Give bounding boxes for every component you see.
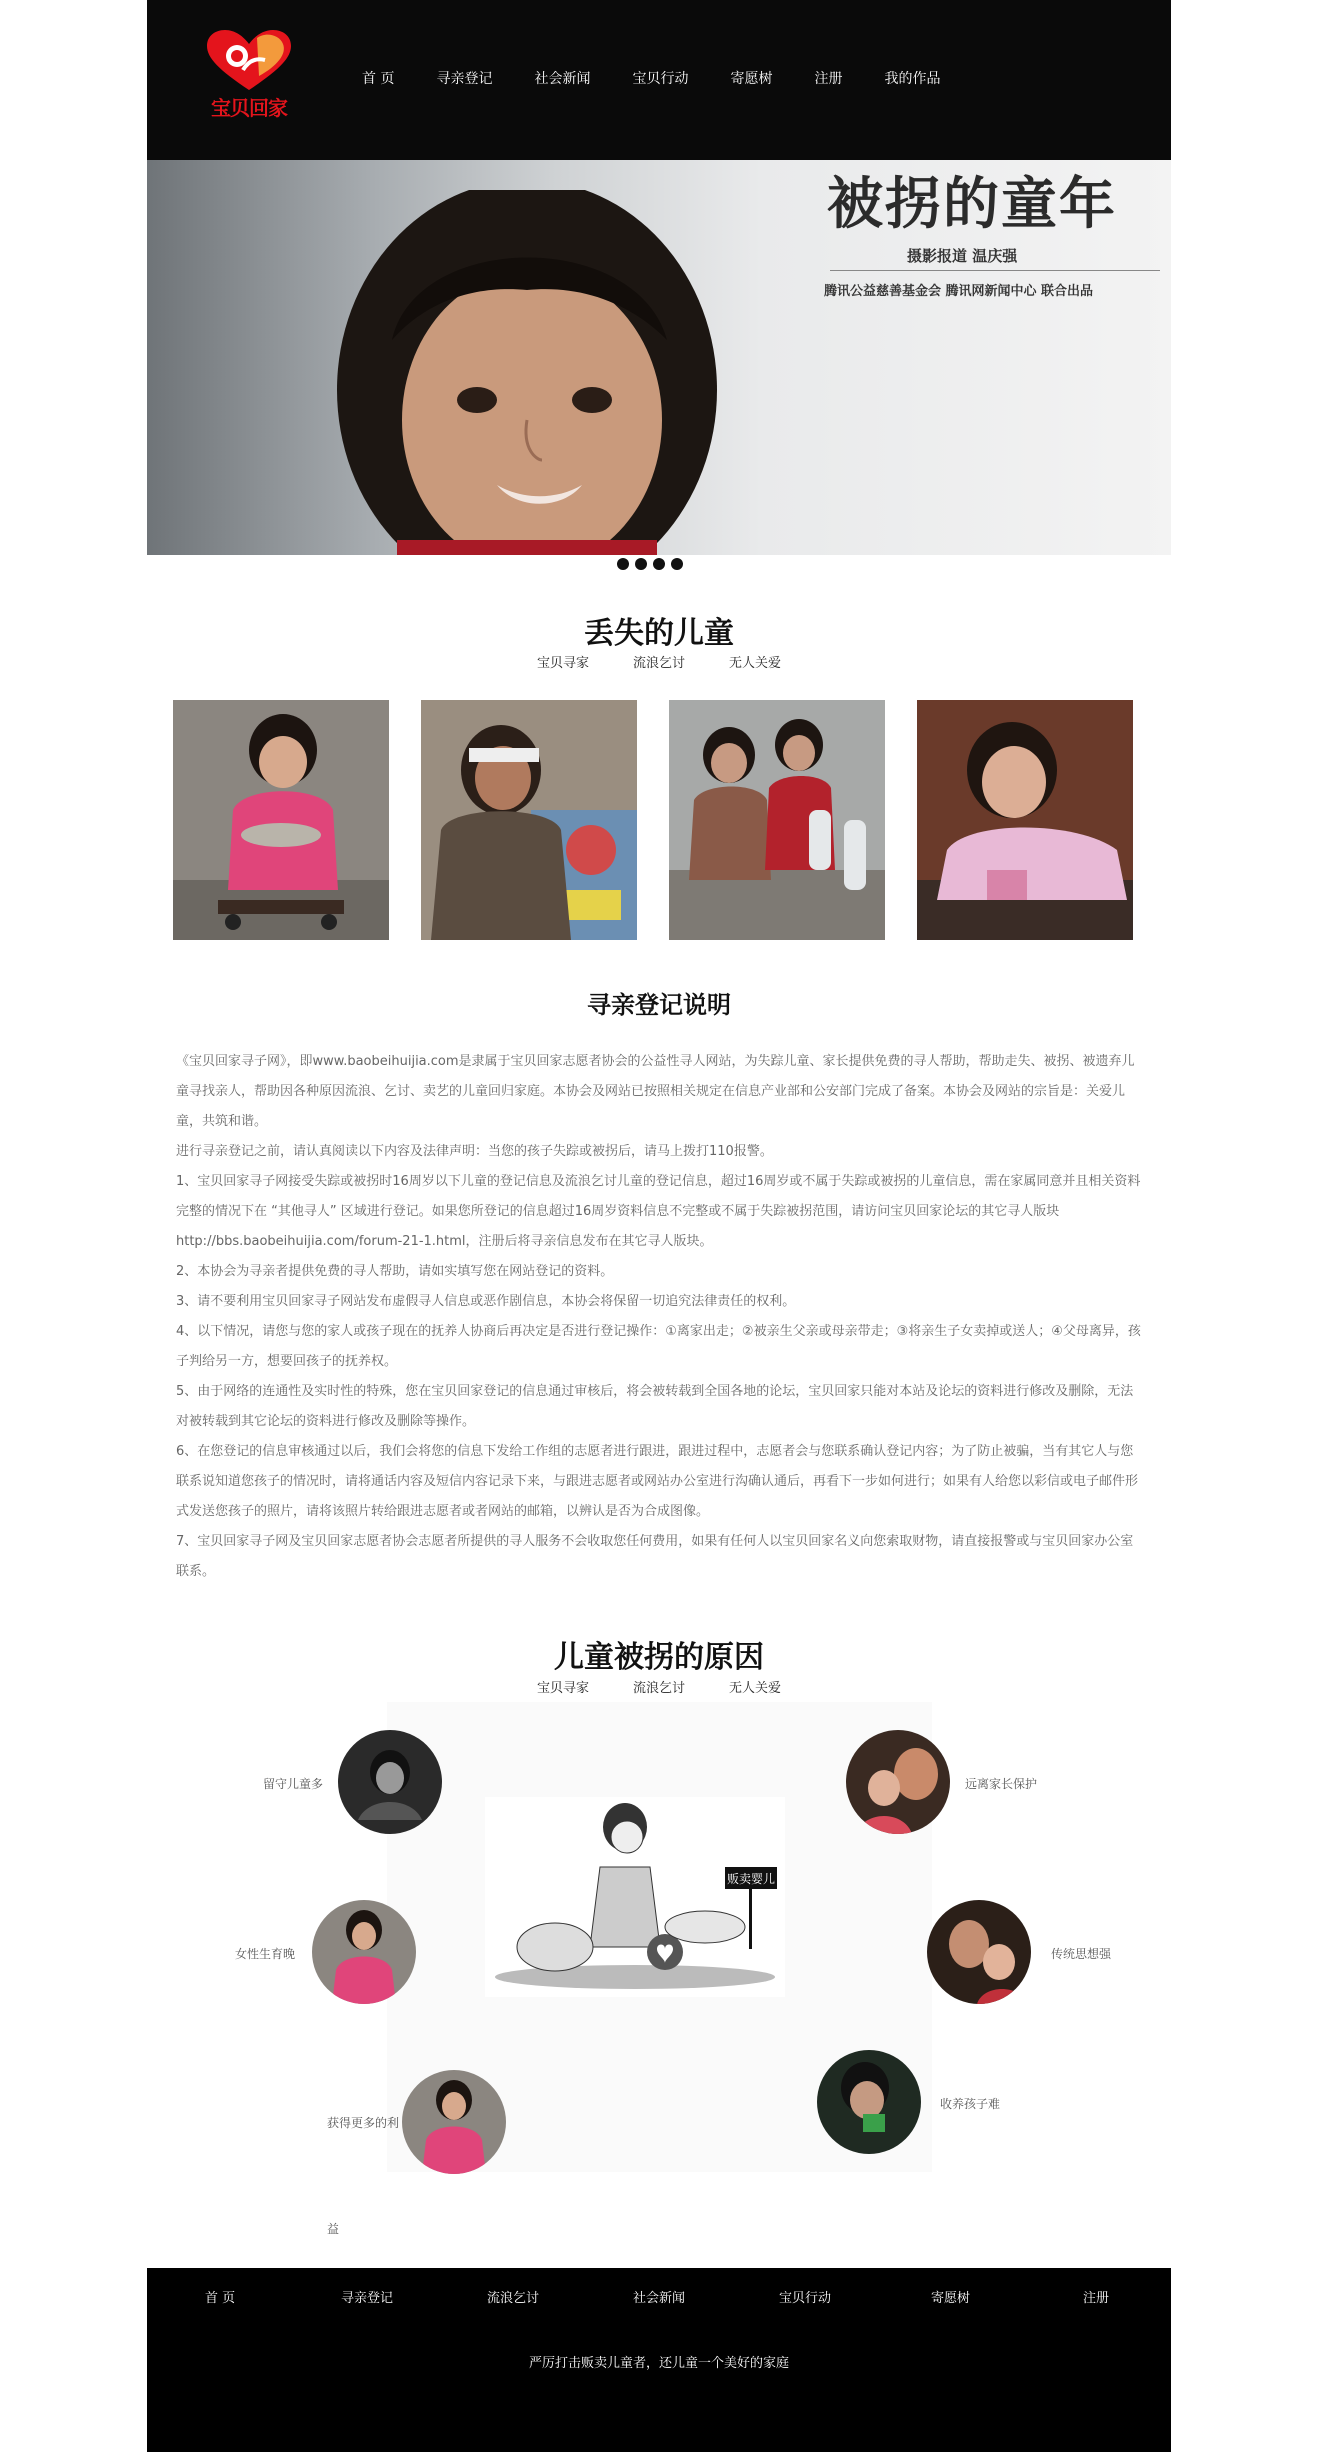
- reason-adoption-label: 收养孩子难: [940, 2097, 1001, 2111]
- nav-home[interactable]: 首 页: [362, 71, 395, 87]
- footer-nav-begging[interactable]: 流浪乞讨: [487, 2291, 540, 2306]
- tag-begging[interactable]: 流浪乞讨: [632, 656, 685, 671]
- reason-left-behind-label: 留守儿童多: [263, 1777, 324, 1791]
- trafficking-sign-text: 贩卖婴儿: [726, 1872, 776, 1886]
- logo[interactable]: [199, 30, 299, 126]
- footer-nav-signup[interactable]: 注册: [1083, 2291, 1110, 2306]
- nav-news[interactable]: 社会新闻: [534, 71, 591, 87]
- nav-signup[interactable]: 注册: [814, 71, 843, 87]
- footer-nav-register[interactable]: 寻亲登记: [341, 2291, 394, 2306]
- slider-dot-4[interactable]: [671, 558, 683, 570]
- instructions-item-1: 1、宝贝回家寻子网接受失踪或被拐时16周岁以下儿童的登记信息及流浪乞讨儿童的登记信息，超过16周岁或不属于失踪或被拐的儿童信息，需在家属同意并且相关资料完整的情况下在 “其他寻人” 区域进行登记。如果您所登记的信息超过16周岁资料信息不完整或不属于失踪被拐范围，请访问宝贝回家论坛的其它寻人版块http://bbs.baobeihuijia.com/forum-21-1.html，注册后将寻亲信息发布在其它寻人版块。: [176, 1174, 1141, 1249]
- reasons-tags: [147, 1677, 1171, 1696]
- page: [147, 0, 1171, 2452]
- reasons-tag-find-home[interactable]: 宝贝寻家: [536, 1681, 589, 1696]
- footer-nav-action[interactable]: 宝贝行动: [779, 2291, 832, 2306]
- hero-banner[interactable]: [147, 160, 1171, 555]
- reasons-title: 儿童被拐的原因: [554, 1640, 764, 1675]
- banner-subtitle: 摄影报道 温庆强: [907, 247, 1018, 265]
- reason-tradition-image[interactable]: [927, 1900, 1031, 2004]
- child-photo-2[interactable]: [421, 700, 637, 940]
- reason-tradition-label: 传统思想强: [1051, 1947, 1112, 1961]
- instructions-notice: 进行寻亲登记之前，请认真阅读以下内容及法律声明：当您的孩子失踪或被拐后，请马上拨打110报警。: [176, 1144, 773, 1159]
- reason-away-from-parents-label: 远离家长保护: [965, 1777, 1038, 1791]
- footer-nav-home[interactable]: 首 页: [205, 2291, 236, 2306]
- reason-adoption-image[interactable]: [817, 2050, 921, 2154]
- girl-portrait-image: [297, 190, 757, 555]
- footer-nav-wish-tree[interactable]: 寄愿树: [931, 2291, 971, 2306]
- reason-late-birth-label: 女性生育晚: [235, 1947, 296, 1961]
- reason-away-from-parents-image[interactable]: [846, 1730, 950, 1834]
- instructions-intro: 《宝贝回家寻子网》，即www.baobeihuijia.com是隶属于宝贝回家志愿者协会的公益性寻人网站，为失踪儿童、家长提供免费的寻人帮助，帮助走失、被拐、被遗弃儿童寻找亲人，帮助因各种原因流浪、乞讨、卖艺的儿童回归家庭。本协会及网站已按照相关规定在信息产业部和公安部门完成了备案。本协会及网站的宗旨是：关爱儿童，共筑和谐。: [176, 1054, 1135, 1129]
- child-photo-4[interactable]: [917, 700, 1133, 940]
- reason-profit-label: 获得更多的利: [327, 2116, 400, 2130]
- heart-logo-icon: [199, 30, 299, 94]
- nav-action[interactable]: 宝贝行动: [632, 71, 689, 87]
- instructions-title: 寻亲登记说明: [587, 991, 731, 1019]
- slider-dots: [617, 558, 689, 570]
- header: [147, 0, 1171, 160]
- nav-wish-tree[interactable]: 寄愿树: [730, 71, 773, 87]
- instructions-item-4: 4、以下情况，请您与您的家人或孩子现在的抚养人协商后再决定是否进行登记操作：①离家出走；②被亲生父亲或母亲带走；③将亲生子女卖掉或送人；④父母离异，孩子判给另一方，想要回孩子的抚养权。: [176, 1324, 1141, 1369]
- footer-nav-news[interactable]: 社会新闻: [633, 2291, 686, 2306]
- banner-credit: 腾讯公益慈善基金会 腾讯网新闻中心 联合出品: [824, 284, 1094, 299]
- trafficking-illustration: [485, 1797, 785, 1997]
- child-photo-1[interactable]: [173, 700, 389, 940]
- instructions-item-6: 6、在您登记的信息审核通过以后，我们会将您的信息下发给工作组的志愿者进行跟进，跟进过程中，志愿者会与您联系确认登记内容；为了防止被骗，当有其它人与您联系说知道您孩子的情况时，请将通话内容及短信内容记录下来，与跟进志愿者或网站办公室进行沟确认通后，再看下一步如何进行；如果有人给您以彩信或电子邮件形式发送您孩子的照片，请将该照片转给跟进志愿者或者网站的邮箱，以辨认是否为合成图像。: [176, 1444, 1139, 1519]
- banner-divider: [830, 270, 1160, 271]
- child-photo-3[interactable]: [669, 700, 885, 940]
- instructions-item-5: 5、由于网络的连通性及实时性的特殊，您在宝贝回家登记的信息通过审核后，将会被转载到全国各地的论坛，宝贝回家只能对本站及论坛的资料进行修改及删除，无法对被转载到其它论坛的资料进行修改及删除等操作。: [176, 1384, 1134, 1429]
- nav-my-works[interactable]: 我的作品: [884, 71, 941, 87]
- banner-title: 被拐的童年: [827, 172, 1117, 237]
- slider-dot-1[interactable]: [617, 558, 629, 570]
- missing-title: 丢失的儿童: [584, 616, 734, 651]
- instructions-item-7: 7、宝贝回家寻子网及宝贝回家志愿者协会志愿者所提供的寻人服务不会收取您任何费用，如果有任何人以宝贝回家名义向您索取财物，请直接报警或与宝贝回家办公室联系。: [176, 1534, 1134, 1579]
- reason-left-behind-image[interactable]: [338, 1730, 442, 1834]
- slider-dot-3[interactable]: [653, 558, 665, 570]
- reasons-tag-uncared[interactable]: 无人关爱: [729, 1681, 782, 1696]
- instructions-body: [176, 1047, 1142, 1587]
- missing-tags: [147, 652, 1171, 671]
- tag-find-home[interactable]: 宝贝寻家: [536, 656, 589, 671]
- missing-children-gallery: [173, 700, 1163, 940]
- reason-late-birth-image[interactable]: [312, 1900, 416, 2004]
- footer-slogan: 严厉打击贩卖儿童者，还儿童一个美好的家庭: [528, 2356, 789, 2371]
- tag-uncared[interactable]: 无人关爱: [729, 656, 782, 671]
- reason-profit-label-end: 益: [327, 2222, 340, 2236]
- reason-profit-image[interactable]: [402, 2070, 506, 2174]
- instructions-item-2: 2、本协会为寻亲者提供免费的寻人帮助，请如实填写您在网站登记的资料。: [176, 1264, 614, 1279]
- logo-text: 宝贝回家: [211, 96, 287, 120]
- reasons-tag-begging[interactable]: 流浪乞讨: [632, 1681, 685, 1696]
- nav-register[interactable]: 寻亲登记: [436, 71, 493, 87]
- main-nav: [362, 68, 982, 88]
- slider-dot-2[interactable]: [635, 558, 647, 570]
- instructions-item-3: 3、请不要利用宝贝回家寻子网站发布虚假寻人信息或恶作剧信息，本协会将保留一切追究法律责任的权利。: [176, 1294, 796, 1309]
